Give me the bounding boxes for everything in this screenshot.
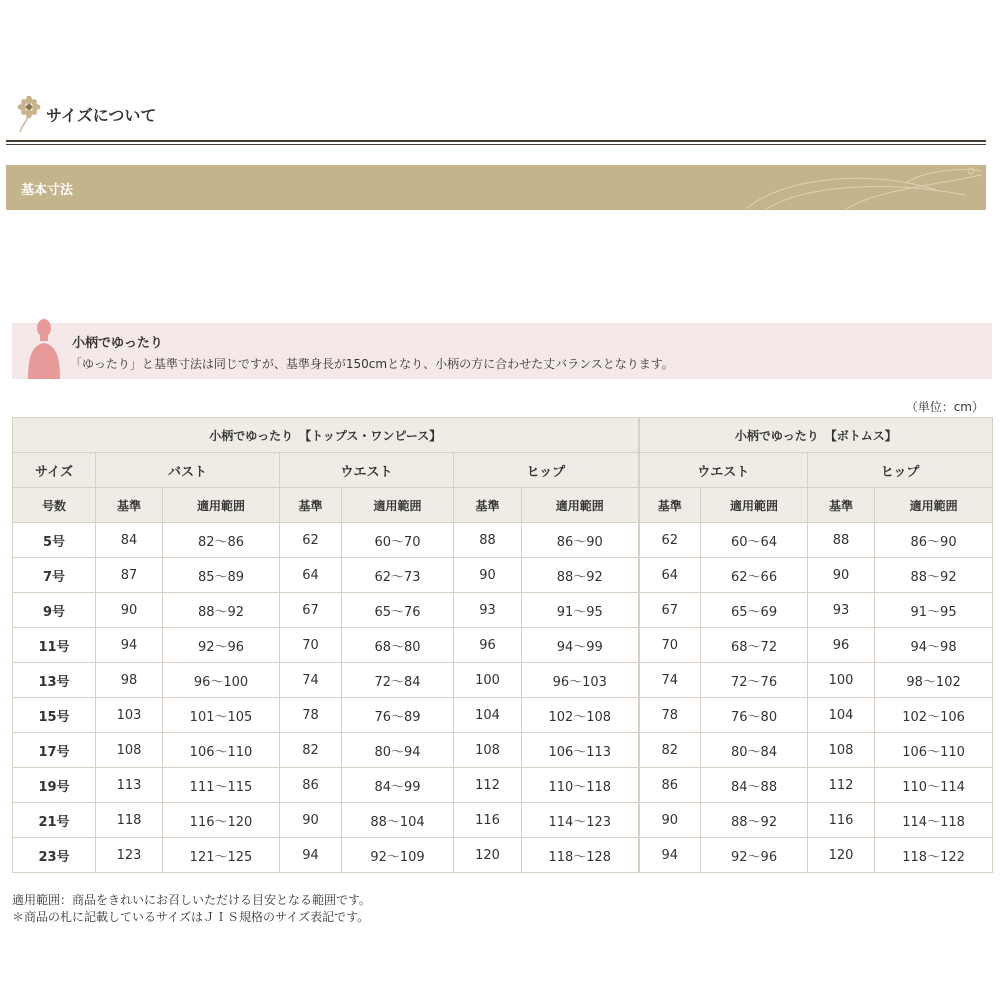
size-cell: 21号 <box>13 803 96 838</box>
table-cell: 90 <box>454 558 522 593</box>
col-hip: ヒップ <box>454 453 639 488</box>
table-cell: 91～95 <box>522 593 639 628</box>
table-cell: 94 <box>280 838 342 873</box>
table-cell: 88～92 <box>522 558 639 593</box>
table-cell: 102～106 <box>875 698 993 733</box>
table-cell: 80～84 <box>701 733 808 768</box>
banner-ornament <box>6 165 986 210</box>
table-cell: 62～66 <box>701 558 808 593</box>
col-waist: ウエスト <box>280 453 454 488</box>
table-cell: 86 <box>280 768 342 803</box>
size-cell: 13号 <box>13 663 96 698</box>
size-cell: 15号 <box>13 698 96 733</box>
table-cell: 96 <box>808 628 875 663</box>
table-cell: 78 <box>639 698 701 733</box>
info-description: 「ゆったり」と基準寸法は同じですが、基準身長が150cmとなり、小柄の方に合わせた丈バランスとなります。 <box>70 357 674 371</box>
group-header-tops: 小柄でゆったり 【トップス・ワンピース】 <box>13 418 639 453</box>
table-cell: 76～80 <box>701 698 808 733</box>
heading-rule <box>6 140 986 142</box>
table-row <box>13 733 993 768</box>
table-cell: 92～96 <box>163 628 280 663</box>
table-cell: 76～89 <box>342 698 454 733</box>
table-cell: 70 <box>280 628 342 663</box>
label-base: 基準 <box>96 488 163 523</box>
note-jis: ＊商品の札に記載しているサイズはＪＩＳ規格のサイズ表記です。 <box>12 910 370 924</box>
table-cell: 60～70 <box>342 523 454 558</box>
table-row <box>13 593 993 628</box>
table-row <box>13 768 993 803</box>
label-range: 適用範囲 <box>701 488 808 523</box>
table-cell: 82～86 <box>163 523 280 558</box>
notes <box>12 892 371 926</box>
col-bust: バスト <box>96 453 280 488</box>
table-cell: 100 <box>454 663 522 698</box>
table-cell: 92～96 <box>701 838 808 873</box>
label-base: 基準 <box>280 488 342 523</box>
table-cell: 93 <box>808 593 875 628</box>
table-cell: 62 <box>280 523 342 558</box>
table-cell: 64 <box>639 558 701 593</box>
table-cell: 65～76 <box>342 593 454 628</box>
table-cell: 120 <box>808 838 875 873</box>
table-cell: 94 <box>96 628 163 663</box>
table-row <box>13 698 993 733</box>
table-cell: 110～118 <box>522 768 639 803</box>
label-number: 号数 <box>13 488 96 523</box>
size-cell: 11号 <box>13 628 96 663</box>
label-base: 基準 <box>808 488 875 523</box>
label-base: 基準 <box>454 488 522 523</box>
label-base: 基準 <box>639 488 701 523</box>
table-cell: 86～90 <box>875 523 993 558</box>
table-cell: 98 <box>96 663 163 698</box>
table-cell: 103 <box>96 698 163 733</box>
table-cell: 123 <box>96 838 163 873</box>
table-cell: 90 <box>96 593 163 628</box>
table-cell: 98～102 <box>875 663 993 698</box>
col-size: サイズ <box>13 453 96 488</box>
table-cell: 116 <box>808 803 875 838</box>
table-cell: 74 <box>639 663 701 698</box>
table-cell: 88～92 <box>701 803 808 838</box>
table-cell: 114～123 <box>522 803 639 838</box>
table-cell: 108 <box>808 733 875 768</box>
unit-label: （単位：cm） <box>905 400 984 414</box>
table-cell: 74 <box>280 663 342 698</box>
table-cell: 114～118 <box>875 803 993 838</box>
table-cell: 106～110 <box>163 733 280 768</box>
size-cell: 23号 <box>13 838 96 873</box>
table-cell: 82 <box>280 733 342 768</box>
table-cell: 111～115 <box>163 768 280 803</box>
table-cell: 106～113 <box>522 733 639 768</box>
table-cell: 108 <box>96 733 163 768</box>
table-cell: 116 <box>454 803 522 838</box>
table-row <box>13 523 993 558</box>
table-cell: 85～89 <box>163 558 280 593</box>
table-cell: 68～72 <box>701 628 808 663</box>
table-cell: 112 <box>454 768 522 803</box>
table-cell: 82 <box>639 733 701 768</box>
table-cell: 96～103 <box>522 663 639 698</box>
table-cell: 94～99 <box>522 628 639 663</box>
table-cell: 88～104 <box>342 803 454 838</box>
size-cell: 7号 <box>13 558 96 593</box>
table-cell: 106～110 <box>875 733 993 768</box>
flower-icon <box>16 96 44 134</box>
table-cell: 70 <box>639 628 701 663</box>
table-row <box>13 558 993 593</box>
table-cell: 112 <box>808 768 875 803</box>
table-cell: 94 <box>639 838 701 873</box>
table-cell: 90 <box>280 803 342 838</box>
table-cell: 118 <box>96 803 163 838</box>
section-title: 基本寸法 <box>21 183 74 198</box>
size-cell: 9号 <box>13 593 96 628</box>
table-cell: 104 <box>454 698 522 733</box>
table-cell: 118～128 <box>522 838 639 873</box>
table-cell: 108 <box>454 733 522 768</box>
page-title: サイズについて <box>46 106 157 125</box>
table-cell: 116～120 <box>163 803 280 838</box>
label-range: 適用範囲 <box>342 488 454 523</box>
table-cell: 92～109 <box>342 838 454 873</box>
table-cell: 110～114 <box>875 768 993 803</box>
table-cell: 65～69 <box>701 593 808 628</box>
table-cell: 88 <box>808 523 875 558</box>
size-cell: 5号 <box>13 523 96 558</box>
table-cell: 88～92 <box>163 593 280 628</box>
table-cell: 88～92 <box>875 558 993 593</box>
silhouette-icon <box>24 317 64 379</box>
table-cell: 86 <box>639 768 701 803</box>
page-heading <box>16 96 988 144</box>
heading-rule-thin <box>6 144 986 145</box>
table-cell: 88 <box>454 523 522 558</box>
table-cell: 60～64 <box>701 523 808 558</box>
table-cell: 72～84 <box>342 663 454 698</box>
size-table-body <box>13 523 993 873</box>
table-cell: 72～76 <box>701 663 808 698</box>
table-cell: 121～125 <box>163 838 280 873</box>
table-cell: 104 <box>808 698 875 733</box>
info-title: 小柄でゆったり <box>72 336 163 351</box>
table-cell: 62 <box>639 523 701 558</box>
table-cell: 78 <box>280 698 342 733</box>
label-range: 適用範囲 <box>522 488 639 523</box>
info-box <box>12 323 992 379</box>
table-row <box>13 628 993 663</box>
size-cell: 19号 <box>13 768 96 803</box>
table-cell: 87 <box>96 558 163 593</box>
table-cell: 96～100 <box>163 663 280 698</box>
table-cell: 62～73 <box>342 558 454 593</box>
table-cell: 91～95 <box>875 593 993 628</box>
table-cell: 100 <box>808 663 875 698</box>
table-cell: 93 <box>454 593 522 628</box>
size-cell: 17号 <box>13 733 96 768</box>
size-table <box>12 417 993 873</box>
table-cell: 94～98 <box>875 628 993 663</box>
table-cell: 86～90 <box>522 523 639 558</box>
table-cell: 120 <box>454 838 522 873</box>
table-cell: 68～80 <box>342 628 454 663</box>
table-cell: 90 <box>808 558 875 593</box>
group-header-bottoms: 小柄でゆったり 【ボトムス】 <box>639 418 993 453</box>
table-cell: 96 <box>454 628 522 663</box>
note-range: 適用範囲：商品をきれいにお召しいただける目安となる範囲です。 <box>12 893 372 907</box>
table-row <box>13 803 993 838</box>
label-range: 適用範囲 <box>875 488 993 523</box>
table-cell: 90 <box>639 803 701 838</box>
table-cell: 67 <box>280 593 342 628</box>
table-cell: 64 <box>280 558 342 593</box>
table-cell: 84 <box>96 523 163 558</box>
table-cell: 118～122 <box>875 838 993 873</box>
table-row <box>13 663 993 698</box>
col-waist-bottoms: ウエスト <box>639 453 808 488</box>
table-cell: 80～94 <box>342 733 454 768</box>
table-cell: 84～88 <box>701 768 808 803</box>
table-cell: 102～108 <box>522 698 639 733</box>
section-banner <box>6 165 986 210</box>
table-cell: 67 <box>639 593 701 628</box>
col-hip-bottoms: ヒップ <box>808 453 993 488</box>
label-range: 適用範囲 <box>163 488 280 523</box>
table-cell: 84～99 <box>342 768 454 803</box>
table-cell: 113 <box>96 768 163 803</box>
table-cell: 101～105 <box>163 698 280 733</box>
table-row <box>13 838 993 873</box>
